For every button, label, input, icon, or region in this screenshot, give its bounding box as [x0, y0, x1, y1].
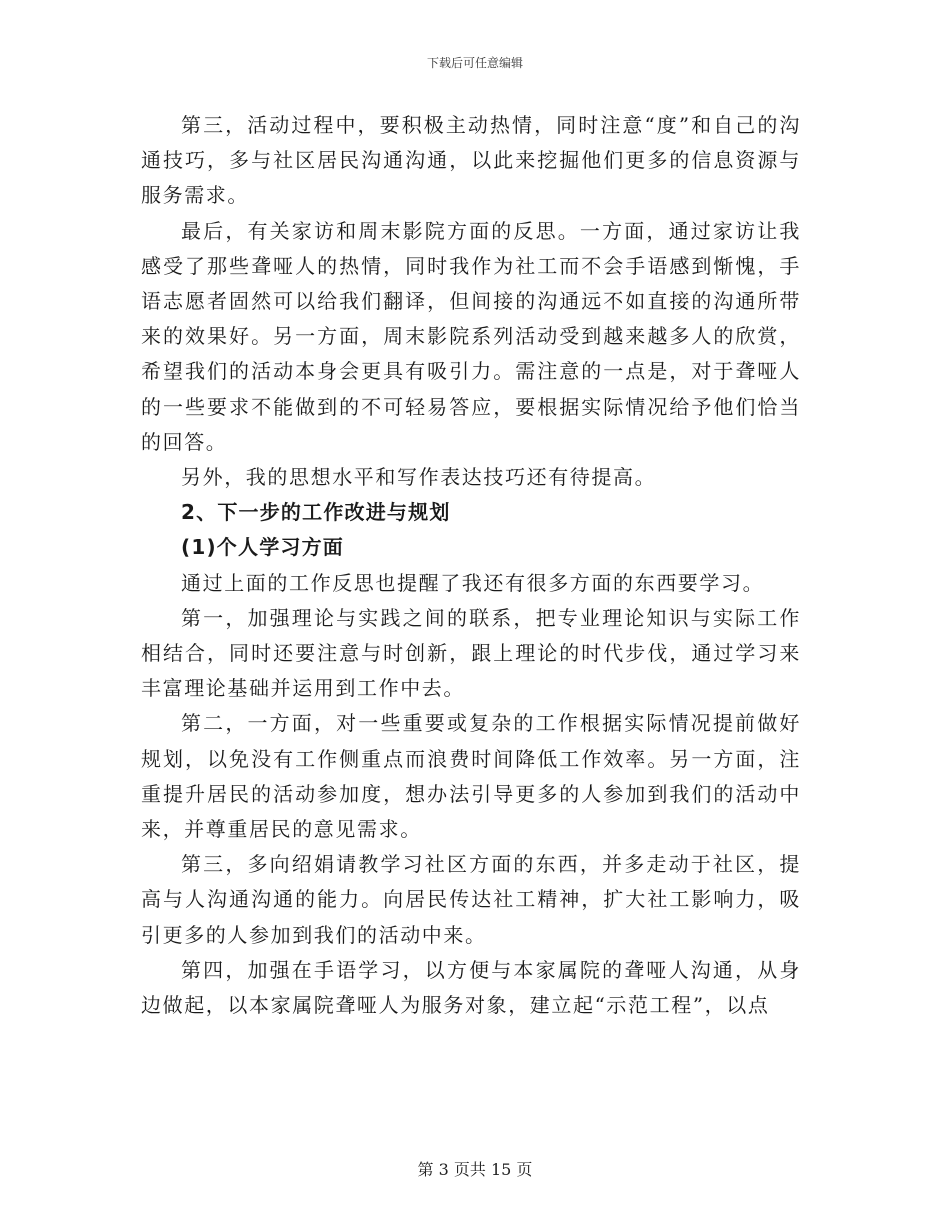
paragraph-learning-intro: 通过上面的工作反思也提醒了我还有很多方面的东西要学习。 — [181, 570, 765, 595]
paragraph-second-point: 第二，一方面，对一些重要或复杂的工作根据实际情况提前做好规划，以免没有工作侧重点而浪费时间降低工作效率。另一方面，注重提升居民的活动参加度，想办法引导更多的人参加到我们的活动中来，并尊重居民的意见需求。 — [141, 711, 801, 842]
subsection-heading-personal-learning: (1)个人学习方面 — [181, 535, 344, 560]
paragraph-communication-skills: 第三，活动过程中，要积极主动热情，同时注意“度”和自己的沟通技巧，多与社区居民沟通沟通，以此来挖掘他们更多的信息资源与服务需求。 — [141, 113, 801, 208]
document-body — [141, 108, 801, 1023]
paragraph-home-visit-reflection: 最后，有关家访和周末影院方面的反思。一方面，通过家访让我感受了那些聋哑人的热情，同时我作为社工而不会手语感到惭愧，手语志愿者固然可以给我们翻译，但间接的沟通远不如直接的沟通所带来的效果好。另一方面，周末影院系列活动受到越来越多人的欣赏，希望我们的活动本身会更具有吸引力。需注意的一点是，对于聋哑人的一些要求不能做到的不可轻易答应，要根据实际情况给予他们恰当的回答。 — [141, 218, 801, 454]
page-number-footer: 第 3 页共 15 页 — [417, 1160, 533, 1179]
section-heading-next-steps: 2、下一步的工作改进与规划 — [181, 500, 451, 525]
paragraph-fourth-point: 第四，加强在手语学习，以方便与本家属院的聋哑人沟通，从身边做起，以本家属院聋哑人为服务对象，建立起“示范工程”，以点 — [141, 957, 801, 1018]
paragraph-first-point: 第一，加强理论与实践之间的联系，把专业理论知识与实际工作相结合，同时还要注意与时创新，跟上理论的时代步伐，通过学习来丰富理论基础并运用到工作中去。 — [141, 605, 801, 701]
paragraph-writing-improvement: 另外，我的思想水平和写作表达技巧还有待提高。 — [181, 465, 657, 490]
page-header: 下载后可任意编辑 — [426, 56, 523, 70]
paragraph-third-point: 第三，多向绍娟请教学习社区方面的东西，并多走动于社区，提高与人沟通沟通的能力。向居民传达社工精神，扩大社工影响力，吸引更多的人参加到我们的活动中来。 — [141, 852, 801, 947]
